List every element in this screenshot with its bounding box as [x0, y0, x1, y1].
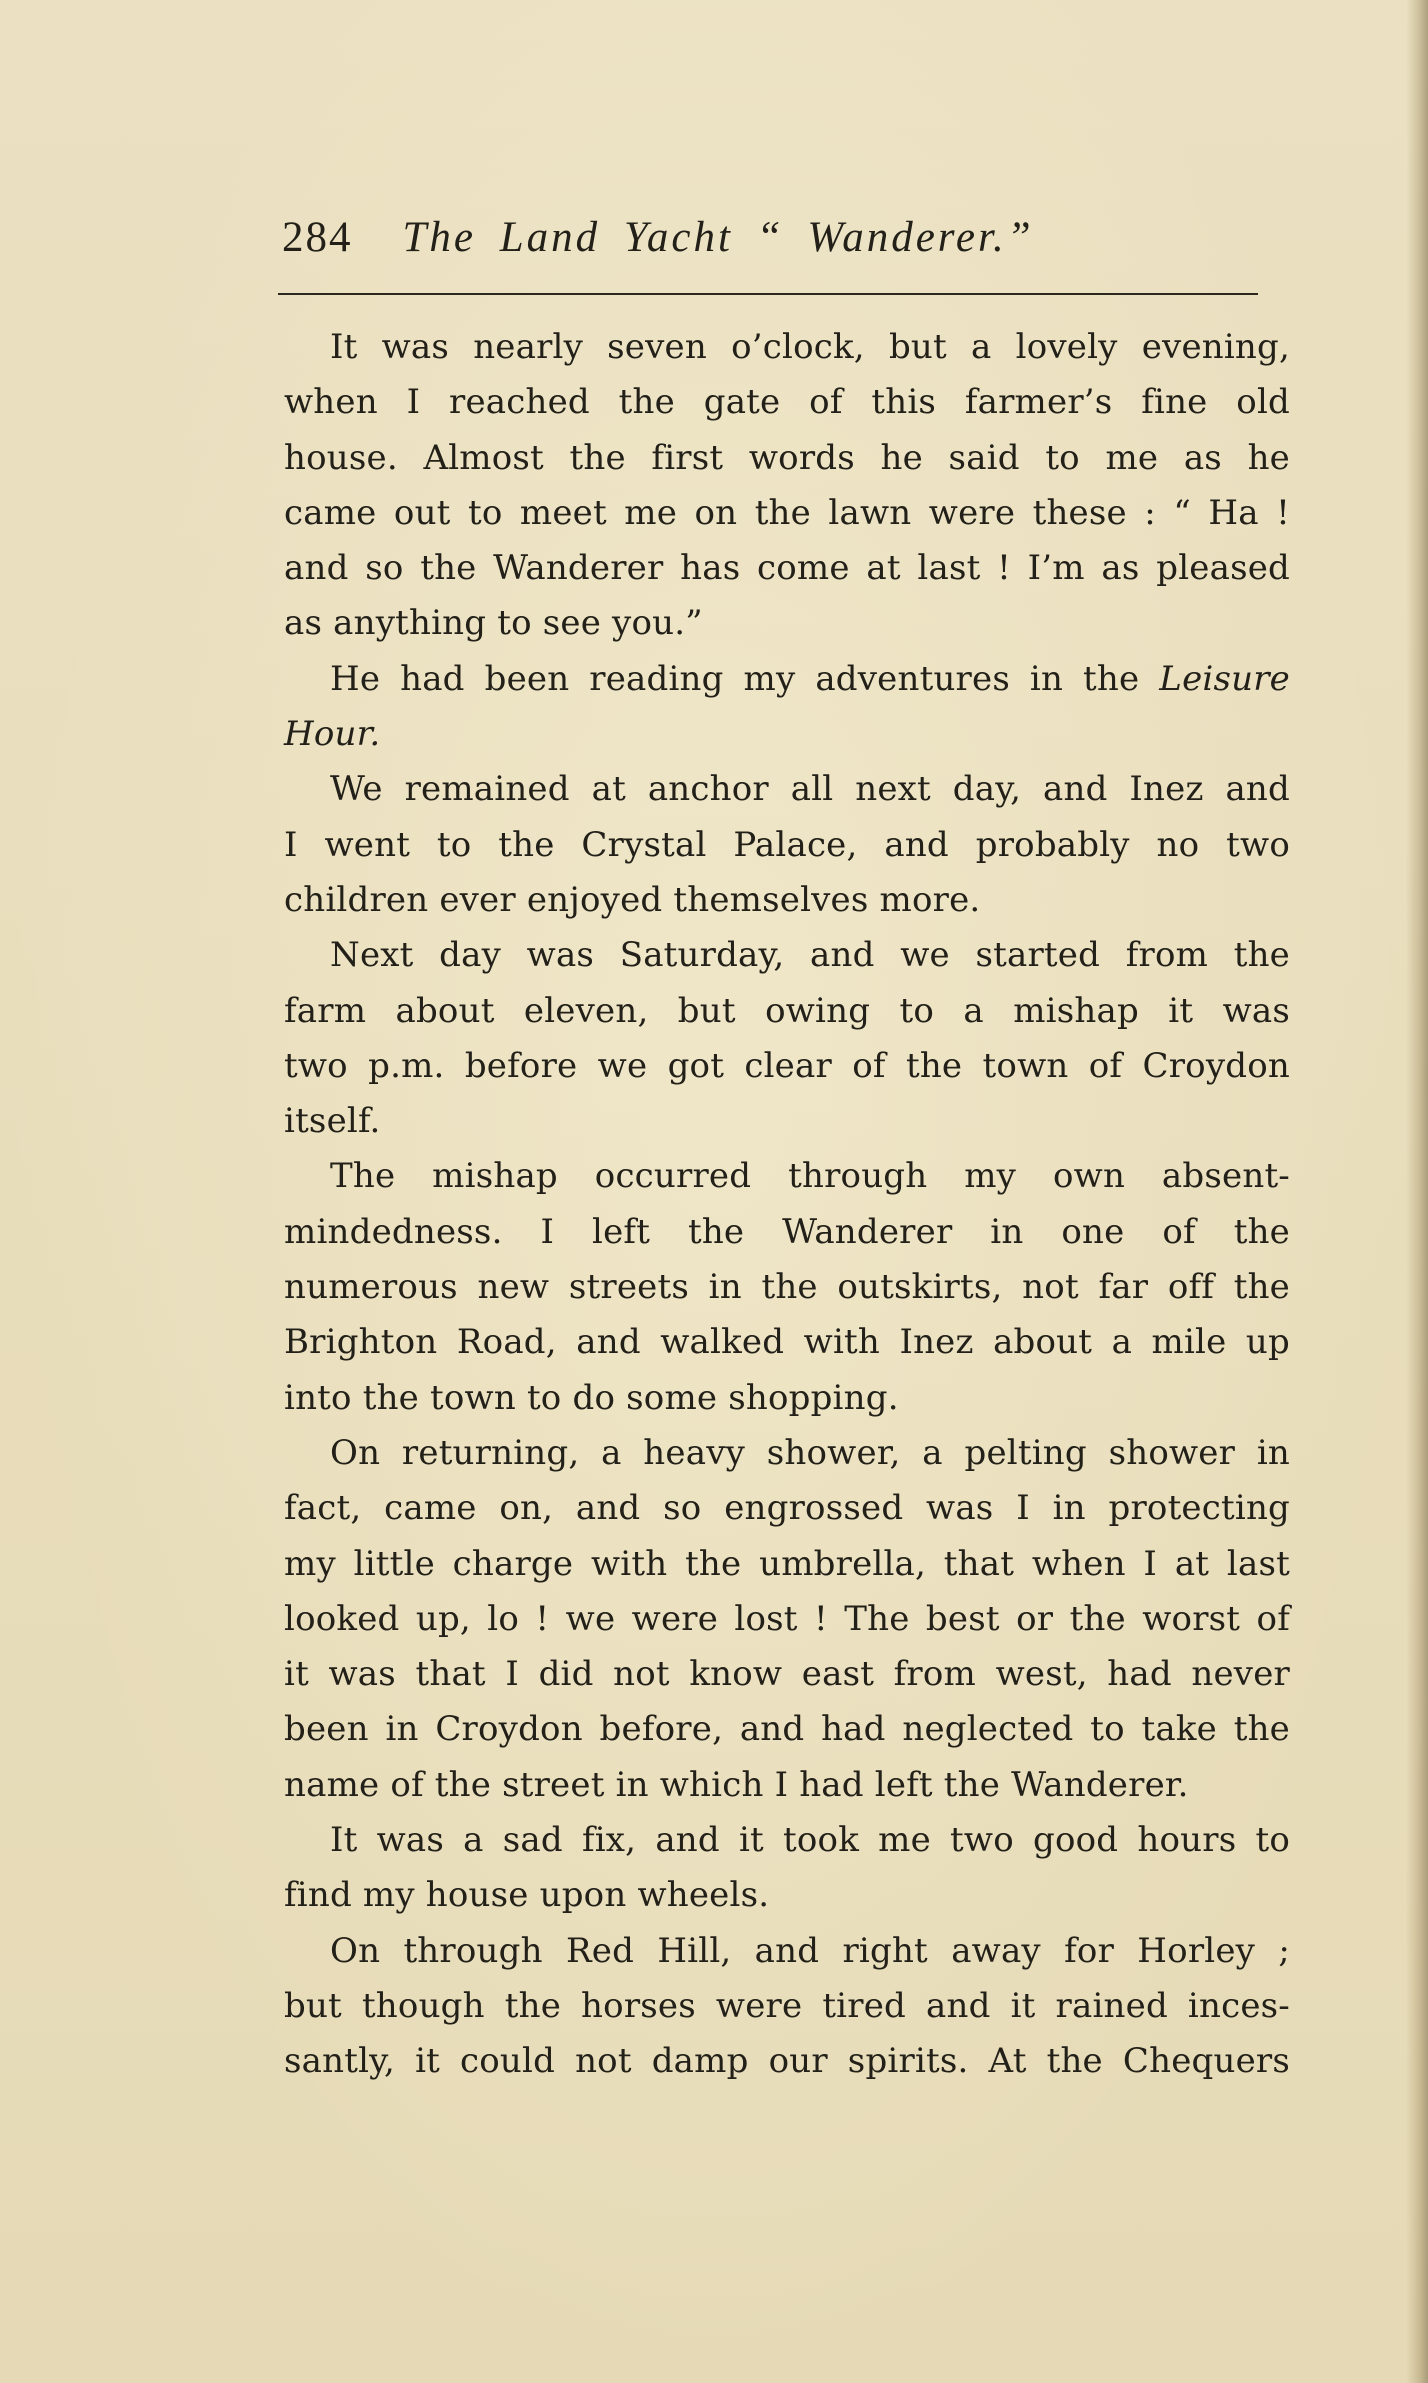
- text-line: but though the horses were tired and it rained inces-: [284, 1985, 1290, 2026]
- text-line: into the town to do some shopping.: [284, 1377, 899, 1418]
- text-line: It was a sad fix, and it took me two good hours to: [330, 1820, 1290, 1861]
- text-line: two p.m. before we got clear of the town of Croydon: [284, 1045, 1290, 1086]
- text-line: name of the street in which I had left the Wanderer.: [284, 1764, 1189, 1805]
- text-line: santly, it could not damp our spirits. At the Chequers: [284, 2041, 1290, 2082]
- text-line: find my house upon wheels.: [284, 1875, 770, 1916]
- text-line: Brighton Road, and walked with Inez about a mile up: [284, 1322, 1290, 1363]
- text-line: The mishap occurred through my own absent-: [330, 1156, 1290, 1197]
- text-line-with-title: [284, 652, 1290, 707]
- text-line: been in Croydon before, and had neglected to take the: [284, 1709, 1290, 1750]
- text-line: house. Almost the first words he said to me as he: [284, 437, 1290, 478]
- running-header: [282, 202, 1292, 272]
- text-line: I went to the Crystal Palace, and probably no two: [284, 824, 1290, 865]
- running-title: The Land Yacht “ Wanderer.”: [402, 214, 1034, 261]
- text-line: looked up, lo ! we were lost ! The best or the worst of: [284, 1598, 1290, 1639]
- text-line: numerous new streets in the outskirts, not far off the: [284, 1267, 1290, 1308]
- text-line: Next day was Saturday, and we started from the: [330, 935, 1290, 976]
- text-line: when I reached the gate of this farmer’s fine old: [284, 382, 1290, 423]
- text-line: it was that I did not know east from west, had never: [284, 1654, 1290, 1695]
- text-line: itself.: [284, 1101, 381, 1142]
- text-line: It was nearly seven o’clock, but a lovely evening,: [330, 327, 1290, 367]
- text-segment: He had been reading my adventures in the: [330, 658, 1140, 699]
- text-line: On through Red Hill, and right away for Horley ;: [330, 1930, 1290, 1971]
- text-line: my little charge with the umbrella, that when I at last: [284, 1543, 1290, 1584]
- text-line: On returning, a heavy shower, a pelting shower in: [330, 1432, 1290, 1473]
- text-line: as anything to see you.”: [284, 603, 703, 644]
- text-line: We remained at anchor all next day, and Inez and: [330, 769, 1290, 810]
- text-line: fact, came on, and so engrossed was I in protecting: [284, 1488, 1290, 1529]
- text-line: children ever enjoyed themselves more.: [284, 879, 981, 920]
- page-edge-shadow: [1406, 0, 1428, 2383]
- periodical-title: Leisure: [1159, 658, 1290, 699]
- text-line: came out to meet me on the lawn were these : “ Ha !: [284, 492, 1290, 533]
- body-text: [284, 320, 1290, 2090]
- text-line: and so the Wanderer has come at last ! I’m as pleased: [284, 548, 1290, 589]
- text-line: mindedness. I left the Wanderer in one of the: [284, 1211, 1290, 1252]
- header-rule: [278, 293, 1258, 295]
- text-line: farm about eleven, but owing to a mishap it was: [284, 990, 1290, 1031]
- page-number: 284: [282, 214, 353, 261]
- periodical-title-continued: Hour.: [284, 714, 381, 755]
